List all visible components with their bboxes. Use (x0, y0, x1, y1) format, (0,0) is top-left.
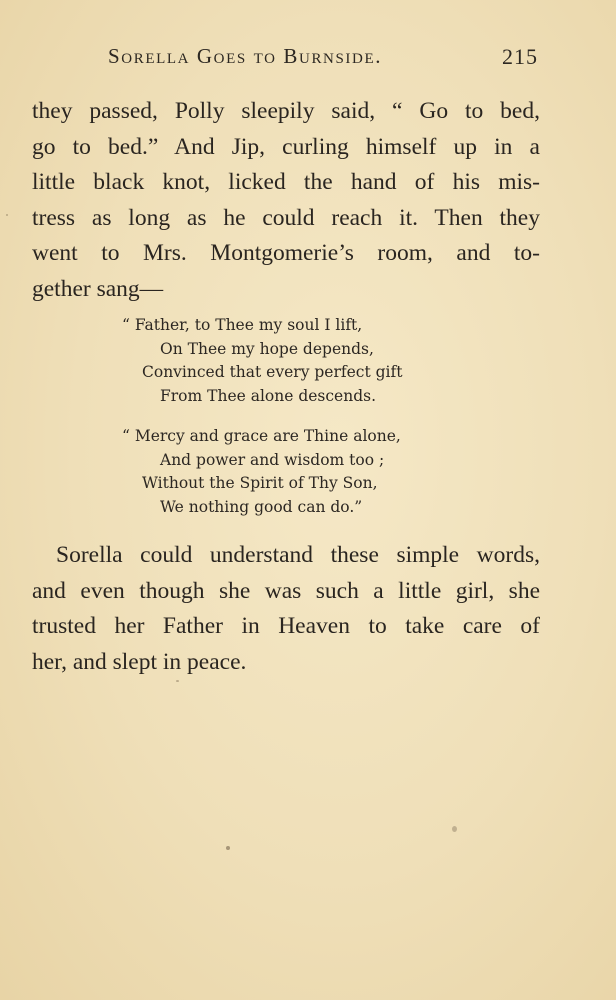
verse-line: And power and wisdom too ; (160, 450, 385, 469)
text-line: her, and slept in peace. (32, 648, 247, 675)
paper-speck (226, 846, 230, 850)
text-line: trusted her Father in Heaven to take care of (32, 613, 540, 639)
text-line: they passed, Polly sleepily said, “ Go to bed, (32, 98, 540, 124)
verse-line: “ Mercy and grace are Thine alone, (122, 427, 401, 445)
verse-line: We nothing good can do.” (160, 497, 363, 516)
text-line: go to bed.” And Jip, curling himself up in a (32, 133, 540, 160)
hymn-stanza-2 (122, 425, 401, 519)
paragraph-1 (32, 94, 540, 307)
hymn-stanza-1 (122, 314, 402, 408)
paper-speck (452, 826, 457, 832)
running-head (108, 44, 538, 74)
text-line: Sorella could understand these simple words, (56, 542, 540, 568)
running-title: Sorella Goes to Burnside. (108, 44, 383, 68)
paper-speck (176, 680, 179, 682)
text-line: and even though she was such a little girl, she (32, 577, 540, 604)
text-line: little black knot, licked the hand of his mis- (32, 169, 540, 195)
text-line: went to Mrs. Montgomerie’s room, and to- (32, 240, 540, 266)
paragraph-2 (32, 538, 540, 680)
page-number: 215 (502, 44, 538, 69)
verse-line: Without the Spirit of Thy Son, (142, 474, 378, 492)
verse-line: “ Father, to Thee my soul I lift, (122, 316, 363, 334)
verse-line: On Thee my hope depends, (160, 339, 374, 358)
text-line: tress as long as he could reach it. Then they (32, 204, 540, 231)
verse-line: Convinced that every perfect gift (142, 363, 403, 381)
paper-speck (6, 214, 8, 216)
text-line: gether sang— (32, 275, 164, 302)
verse-line: From Thee alone descends. (160, 386, 377, 405)
